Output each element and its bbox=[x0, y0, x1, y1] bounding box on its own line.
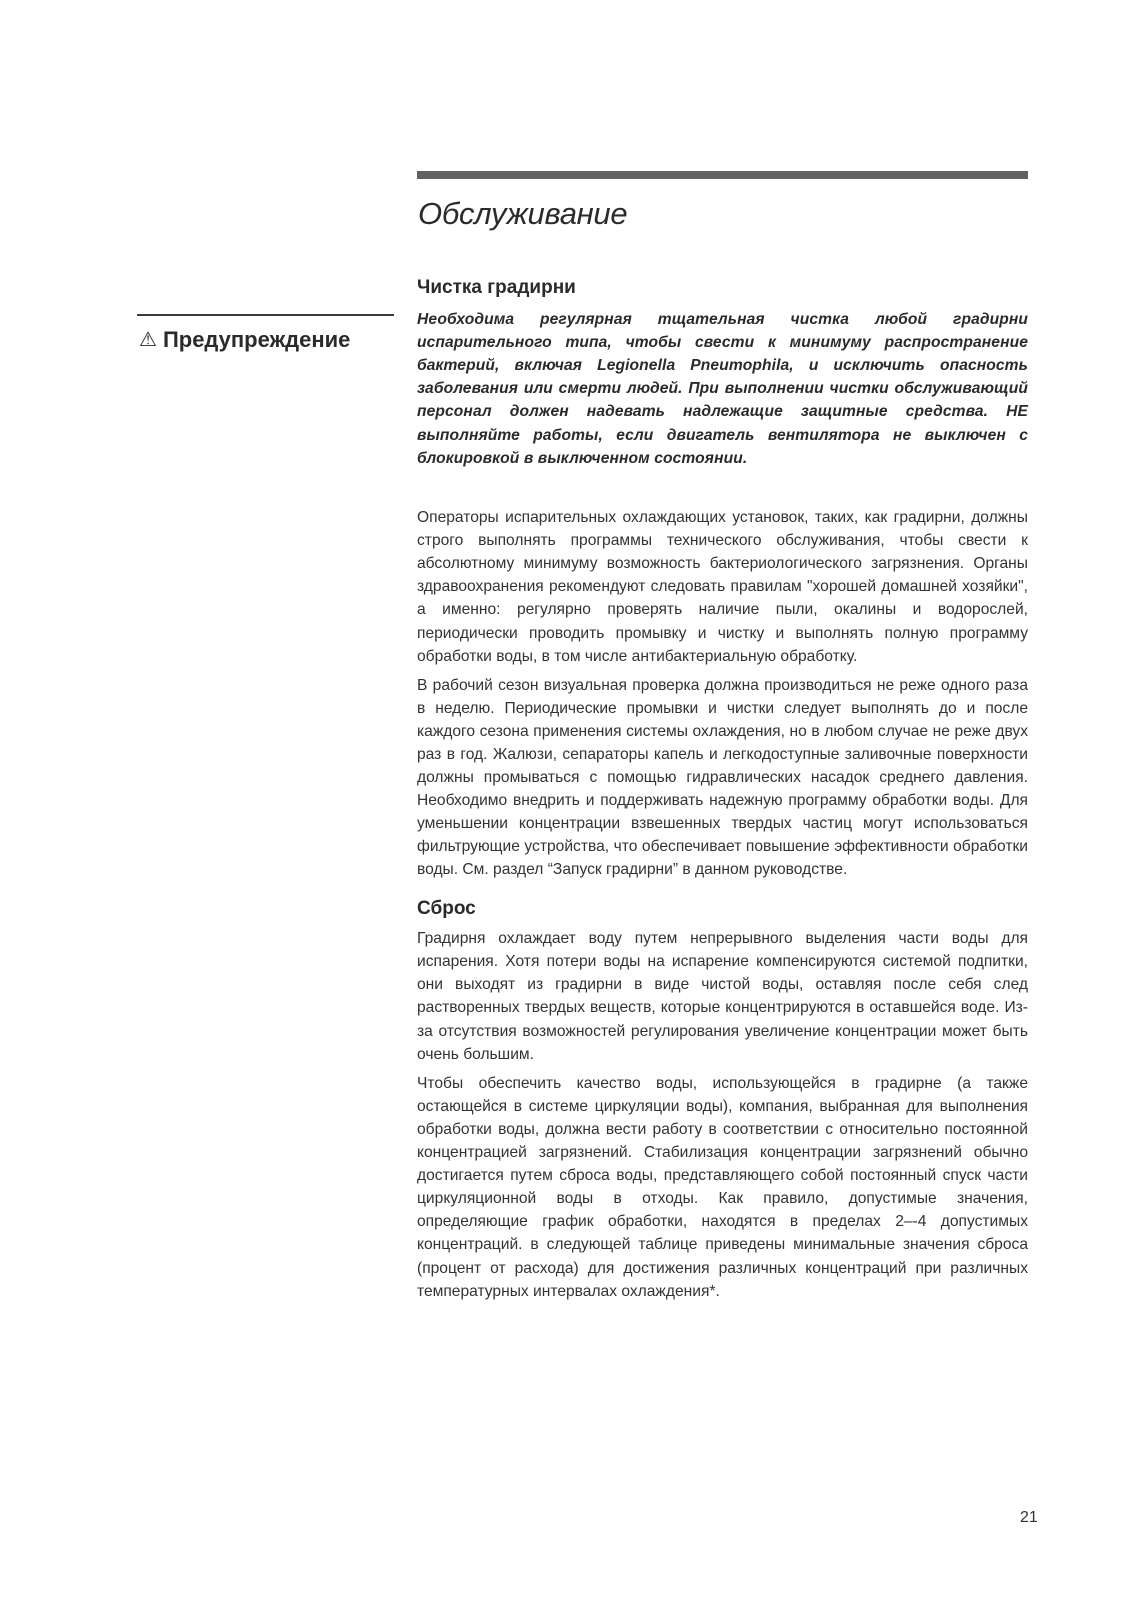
warning-heading bbox=[139, 327, 350, 353]
cleaning-paragraph: В рабочий сезон визуальная проверка должна производиться не реже одного раза в неделю. Периодические промывки и чистки следует выполнять до и после каждого сезона применения системы охлаждения, но в любом случае не реже двух раз в год. Жалюзи, сепараторы капель и легкодоступные заливочные поверхности должны промываться с помощью гидравлических насадок среднего давления. Необходимо внедрить и поддерживать надежную программу обработки воды. Для уменьшении концентрации взвешенных твердых частиц могут использоваться фильтрующие устройства, что обеспечивает повышение эффективности обработки воды. См. раздел “Запуск градирни” в данном руководстве. bbox=[417, 676, 1028, 879]
cleaning-warning-text: Необходима регулярная тщательная чистка любой градирни испарительного типа, чтобы свести к минимуму распространение бактерий, включая Legionella Pneumophila, и исключить опасность заболевания или смерти людей. При выполнении чистки обслуживающий персонал должен надевать надлежащие защитные средства. НЕ выполняйте работы, если двигатель вентилятора не выключен с блокировкой в выключенном состоянии. bbox=[417, 310, 1028, 467]
warning-triangle-icon: ⚠ bbox=[139, 329, 157, 351]
main-column bbox=[417, 275, 1028, 1309]
reset-heading: Сброс bbox=[417, 897, 476, 919]
reset-paragraph: Чтобы обеспечить качество воды, использующейся в градирне (а также остающейся в системе циркуляции воды), компания, выбранная для выполнения обработки воды, должна вести работу в соответствии с относительно постоянной концентрацией загрязнений. Стабилизация концентрации загрязнений обычно достигается путем сброса воды, представляющего собой постоянный спуск части циркуляционной воды в отходы. Как правило, допустимые значения, определяющие график обработки, находятся в пределах 2–-4 допустимых концентраций. в следующей таблице приведены минимальные значения сброса (процент от расхода) для достижения различных концентраций при различных температурных интервалах охлаждения*. bbox=[417, 1074, 1028, 1300]
cleaning-heading: Чистка градирни bbox=[417, 277, 576, 298]
title-rule bbox=[417, 171, 1028, 179]
reset-paragraph: Градирня охлаждает воду путем непрерывного выделения части воды для испарения. Хотя потери воды на испарение компенсируются системой подпитки, они выходят из градирни в виде чистой воды, оставляя после себя след растворенных твердых веществ, которые концентрируются в оставшейся воде. Из-за отсутствия возможностей регулирования увеличение концентрации может быть очень большим. bbox=[417, 930, 1028, 1063]
warning-heading-label: Предупреждение bbox=[162, 327, 351, 352]
cleaning-paragraph: Операторы испарительных охлаждающих установок, таких, как градирни, должны строго выполнять программы технического обслуживания, чтобы свести к абсолютному минимуму возможность бактериологического загрязнения. Органы здравоохранения рекомендуют следовать правилам "хорошей домашней хозяйки", а именно: регулярно проверять наличие пыли, окалины и водорослей, периодически проводить промывку и чистку и выполнять полную программу обработки воды, в том числе антибактериальную обработку. bbox=[417, 509, 1028, 665]
page-number: 21 bbox=[1020, 1509, 1038, 1526]
sidebar-rule bbox=[137, 314, 394, 316]
page-title: Обслуживание bbox=[418, 196, 628, 231]
